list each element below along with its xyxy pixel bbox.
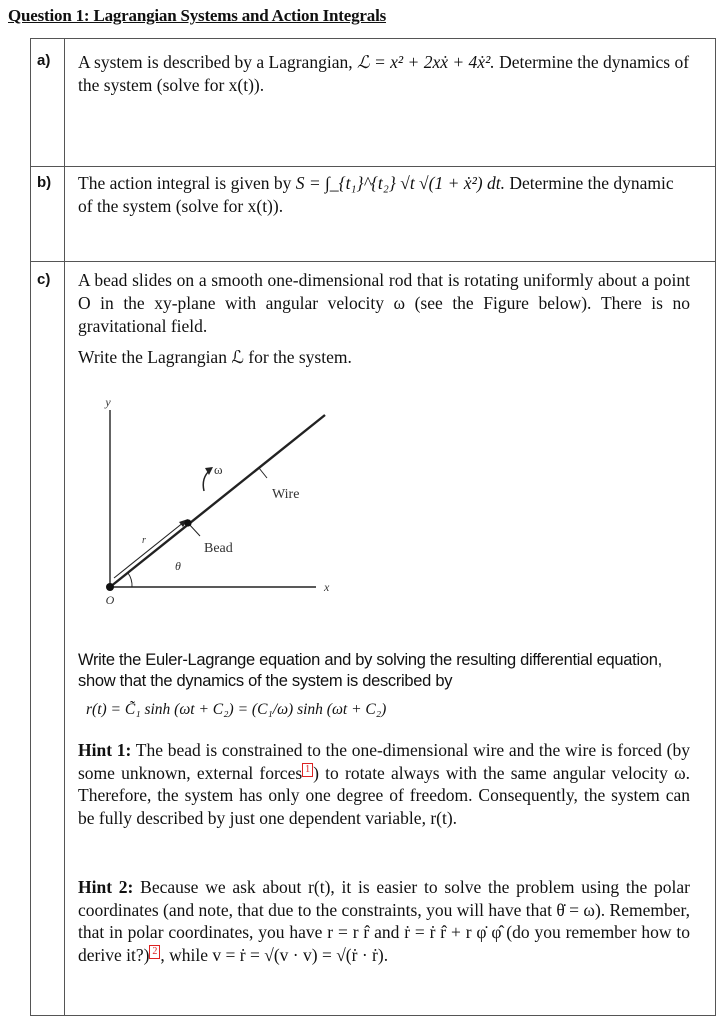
hint-2-label: Hint 2: [78, 877, 134, 897]
part-b-text-after: Determine the dynamic of the system (solve for x(t)). [78, 173, 674, 216]
theta-label: θ [175, 559, 181, 573]
row-divider-a [30, 166, 716, 167]
bead [184, 519, 191, 526]
theta-arc [128, 573, 132, 587]
part-a-text-before: A system is described by a Lagrangian, [78, 52, 353, 72]
radius-label: r [142, 535, 146, 546]
part-c-solution: r(t) = C̃₁ sinh (ωt + C₂) = (C₁/ω) sinh (ωt + C₂) [86, 701, 387, 718]
hint-1 [78, 739, 690, 829]
rotating-rod-figure [80, 388, 360, 613]
footnote-2-link[interactable]: 2 [149, 945, 160, 959]
hint-1-text-before: The bead is constrained to the one-dimensional wire and the wire is forced (by some unknown, external forces [78, 740, 690, 783]
radius-vector [114, 522, 184, 578]
part-c-intro: A bead slides on a smooth one-dimensional rod that is rotating uniformly about a point O in the xy-plane with angular velocity ω (see the Figure below). There is no gravitational field. [78, 270, 690, 336]
pivot-point [106, 583, 114, 591]
part-a-label: a) [37, 52, 51, 69]
x-axis-label: x [324, 580, 330, 594]
part-c-label: c) [37, 271, 51, 288]
hint-2 [78, 876, 690, 966]
hint-1-text-after: ) to rotate always with the same angular velocity ω. Therefore, the system has only one degree of freedom. Consequently, the system can be fully described by just one dependent variable, r(t). [78, 762, 690, 828]
wire-label: Wire [272, 487, 300, 502]
part-a-equation: ℒ = x² + 2xẋ + 4ẋ². [356, 52, 495, 72]
part-b-equation: S = ∫_{t₁}^{t₂} √t √(1 + ẋ²) dt. [295, 173, 506, 193]
origin-label: O [105, 593, 115, 607]
row-divider-b [30, 261, 716, 262]
label-column-divider [64, 38, 65, 1016]
part-a-text [78, 51, 690, 97]
part-b-text-before: The action integral is given by [78, 173, 292, 193]
y-axis-label: y [105, 395, 111, 409]
hint-2-text-before: Because we ask about r(t), it is easier to solve the problem using the polar coordinates (and note, that due to the constraints, you will have that θ̇ = ω). Remember, that in polar coordinates, you have r = r r̂ and ṙ = ṙ r̂ + r φ̇ φ̂ (do you remember how to derive it?) [78, 877, 691, 965]
part-b-label: b) [37, 174, 52, 191]
part-c-el-prompt: Write the Euler-Lagrange equation and by solving the resulting differential equation, show that the dynamics of the system is described by [78, 651, 662, 690]
wire-label-tick [259, 468, 267, 478]
omega-label: ω [214, 462, 223, 477]
part-a-text-after: Determine the dynamics of the system (solve for x(t)). [78, 52, 690, 95]
hint-1-label: Hint 1: [78, 740, 132, 760]
bead-label: Bead [204, 541, 233, 556]
part-b-text [78, 172, 690, 218]
footnote-1-link[interactable]: 1 [302, 763, 313, 777]
hint-2-text-after: , while v = ṙ = √(v · v) = √(ṙ · ṙ). [160, 944, 389, 965]
part-c-prompt: Write the Lagrangian ℒ for the system. [78, 347, 352, 367]
question-title: Question 1: Lagrangian Systems and Action Integrals [8, 6, 387, 25]
